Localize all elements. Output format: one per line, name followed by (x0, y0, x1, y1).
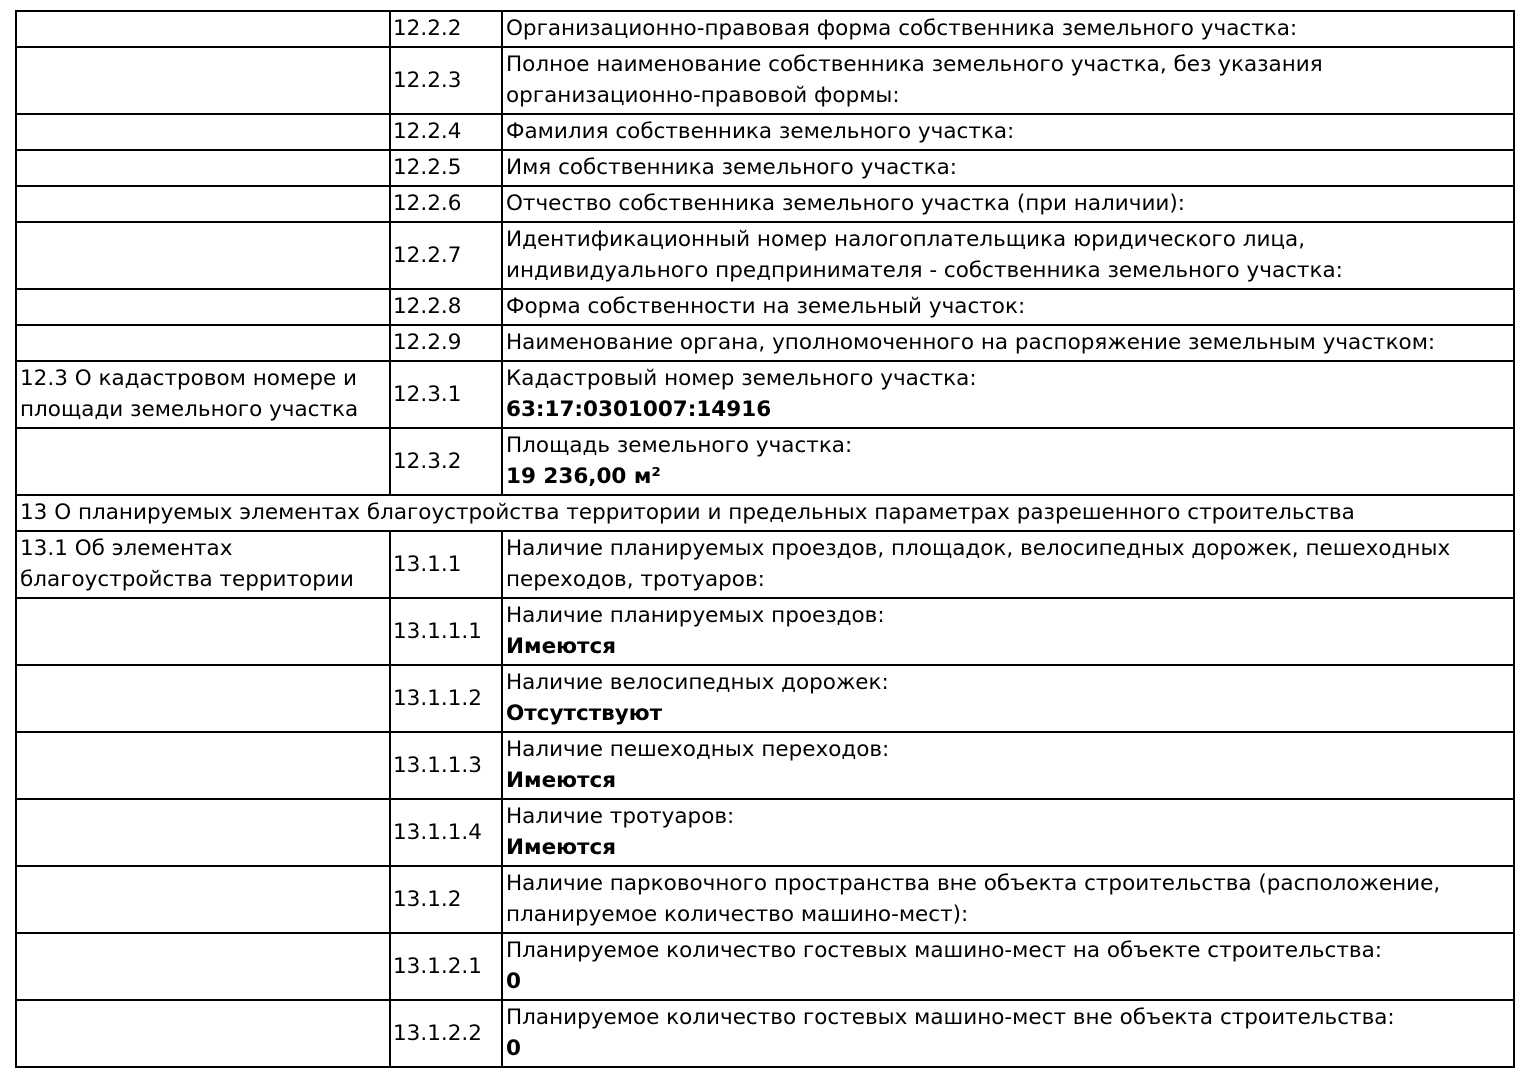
item-value: Имеются (506, 634, 617, 659)
table-row (16, 1000, 1514, 1067)
item-number: 13.1.1.1 (390, 598, 502, 665)
item-number: 13.1.1 (390, 531, 502, 598)
section-cell (16, 1000, 390, 1067)
item-number: 12.3.1 (390, 361, 502, 428)
item-number: 12.2.8 (390, 289, 502, 325)
item-label: Полное наименование собственника земельного участка, без указания организационно-правовой формы: (506, 52, 1323, 108)
item-value: Имеются (506, 768, 617, 793)
item-number: 13.1.1.3 (390, 732, 502, 799)
table-row (16, 598, 1514, 665)
table-row (16, 222, 1514, 289)
section-heading-row (16, 495, 1514, 531)
section-cell (16, 150, 390, 186)
item-cell (502, 1000, 1514, 1067)
item-label: Кадастровый номер земельного участка: (506, 366, 977, 391)
item-number: 12.2.2 (390, 11, 502, 47)
table-row (16, 799, 1514, 866)
item-label: Наличие парковочного пространства вне объекта строительства (расположение, планируемое количество машино-мест): (506, 871, 1441, 927)
item-label: Планируемое количество гостевых машино-мест вне объекта строительства: (506, 1005, 1395, 1030)
item-label: Наличие пешеходных переходов: (506, 737, 890, 762)
item-label: Наименование органа, уполномоченного на распоряжение земельным участком: (506, 330, 1436, 355)
section-cell (16, 186, 390, 222)
table-row (16, 47, 1514, 114)
table-row (16, 114, 1514, 150)
item-value: Имеются (506, 835, 617, 860)
section-cell (16, 289, 390, 325)
item-cell (502, 325, 1514, 361)
section-cell (16, 325, 390, 361)
section-cell (16, 428, 390, 495)
table-row (16, 11, 1514, 47)
table-row (16, 289, 1514, 325)
section-cell: 13.1 Об элементах благоустройства территории (16, 531, 390, 598)
item-cell (502, 598, 1514, 665)
item-cell (502, 665, 1514, 732)
item-label: Отчество собственника земельного участка (при наличии): (506, 191, 1186, 216)
table-row (16, 933, 1514, 1000)
item-cell (502, 866, 1514, 933)
section-cell (16, 598, 390, 665)
item-cell (502, 732, 1514, 799)
section-cell (16, 866, 390, 933)
item-number: 13.1.2.2 (390, 1000, 502, 1067)
item-value: 19 236,00 м² (506, 464, 661, 489)
item-number: 13.1.2.1 (390, 933, 502, 1000)
item-cell (502, 114, 1514, 150)
item-number: 13.1.2 (390, 866, 502, 933)
item-cell (502, 531, 1514, 598)
item-cell (502, 186, 1514, 222)
declaration-table (15, 10, 1515, 1068)
item-cell (502, 361, 1514, 428)
item-number: 12.2.5 (390, 150, 502, 186)
table-row (16, 665, 1514, 732)
table-row (16, 732, 1514, 799)
item-number: 13.1.1.4 (390, 799, 502, 866)
section-cell: 12.3 О кадастровом номере и площади земельного участка (16, 361, 390, 428)
item-number: 12.3.2 (390, 428, 502, 495)
item-label: Организационно-правовая форма собственника земельного участка: (506, 16, 1298, 41)
item-cell (502, 428, 1514, 495)
item-label: Площадь земельного участка: (506, 433, 853, 458)
table-row (16, 325, 1514, 361)
item-label: Фамилия собственника земельного участка: (506, 119, 1015, 144)
item-number: 12.2.3 (390, 47, 502, 114)
section-cell (16, 933, 390, 1000)
table-row (16, 531, 1514, 598)
section-cell (16, 47, 390, 114)
item-number: 12.2.4 (390, 114, 502, 150)
item-label: Наличие велосипедных дорожек: (506, 670, 889, 695)
table-row (16, 361, 1514, 428)
item-value: 63:17:0301007:14916 (506, 397, 772, 422)
table-row (16, 186, 1514, 222)
item-cell (502, 11, 1514, 47)
item-label: Идентификационный номер налогоплательщика юридического лица, индивидуального предпринимателя - собственника земельного участка: (506, 227, 1343, 283)
item-cell (502, 150, 1514, 186)
section-cell (16, 732, 390, 799)
item-cell (502, 289, 1514, 325)
table-row (16, 428, 1514, 495)
table-body (16, 11, 1514, 1067)
item-value: 0 (506, 1036, 521, 1061)
item-cell (502, 933, 1514, 1000)
item-number: 13.1.1.2 (390, 665, 502, 732)
table-row (16, 866, 1514, 933)
section-heading: 13 О планируемых элементах благоустройства территории и предельных параметрах разрешенного строительства (16, 495, 1514, 531)
item-label: Наличие планируемых проездов: (506, 603, 885, 628)
item-label: Наличие тротуаров: (506, 804, 735, 829)
item-number: 12.2.7 (390, 222, 502, 289)
item-value: 0 (506, 969, 521, 994)
section-cell (16, 222, 390, 289)
section-cell (16, 11, 390, 47)
item-cell (502, 222, 1514, 289)
table-row (16, 150, 1514, 186)
item-label: Наличие планируемых проездов, площадок, велосипедных дорожек, пешеходных переходов, тротуаров: (506, 536, 1451, 592)
item-label: Планируемое количество гостевых машино-мест на объекте строительства: (506, 938, 1382, 963)
item-value: Отсутствуют (506, 701, 663, 726)
section-cell (16, 114, 390, 150)
item-label: Форма собственности на земельный участок: (506, 294, 1026, 319)
item-cell (502, 799, 1514, 866)
item-cell (502, 47, 1514, 114)
section-cell (16, 799, 390, 866)
item-number: 12.2.9 (390, 325, 502, 361)
item-number: 12.2.6 (390, 186, 502, 222)
section-cell (16, 665, 390, 732)
item-label: Имя собственника земельного участка: (506, 155, 957, 180)
